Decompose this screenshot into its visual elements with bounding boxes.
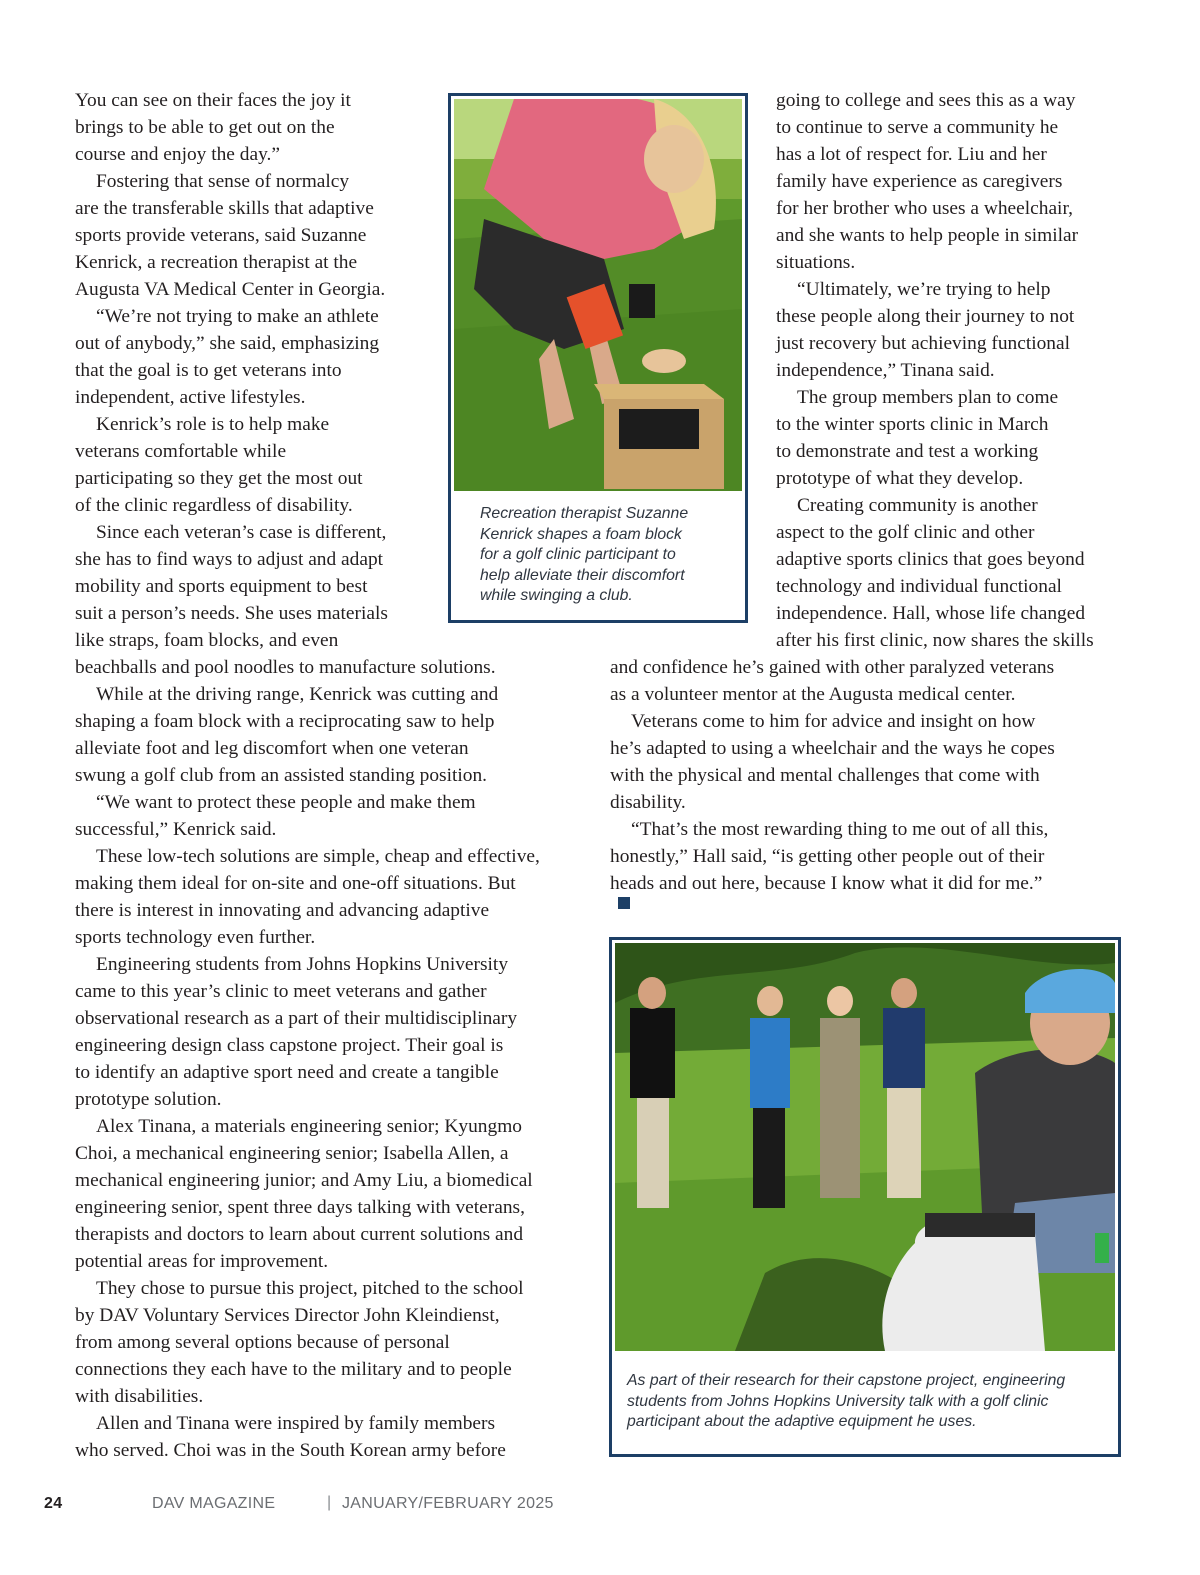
page-number: 24 — [44, 1495, 63, 1512]
text-line: just recovery but achieving functional — [776, 333, 1070, 354]
text-line: independence,” Tinana said. — [776, 360, 995, 381]
text-line: brings to be able to get out on the — [75, 117, 335, 138]
text-line: with disabilities. — [75, 1386, 204, 1407]
text-line: sports technology even further. — [75, 927, 316, 948]
photo-figure-therapist — [448, 93, 748, 623]
text-line: came to this year’s clinic to meet veterans and gather — [75, 981, 487, 1002]
text-line: as a volunteer mentor at the Augusta medical center. — [610, 684, 1016, 705]
caption-line: for a golf clinic participant to — [480, 546, 676, 564]
caption-line: Kenrick shapes a foam block — [480, 525, 682, 543]
text-line: to continue to serve a community he — [776, 117, 1059, 138]
text-line: to the winter sports clinic in March — [776, 414, 1049, 435]
text-line: mechanical engineering junior; and Amy Liu, a biomedical — [75, 1170, 533, 1191]
footer-separator: | — [327, 1494, 332, 1511]
text-line: “That’s the most rewarding thing to me out of all this, — [631, 819, 1049, 840]
text-line: They chose to pursue this project, pitched to the school — [96, 1278, 524, 1299]
text-line: therapists and doctors to learn about current solutions and — [75, 1224, 524, 1245]
text-line: Creating community is another — [797, 495, 1038, 516]
text-line: there is interest in innovating and advancing adaptive — [75, 900, 490, 921]
photo-students-with-veteran — [615, 943, 1115, 1351]
text-line: observational research as a part of their multidisciplinary — [75, 1008, 518, 1029]
caption-students — [627, 1371, 1065, 1433]
text-line: Choi, a mechanical engineering senior; Isabella Allen, a — [75, 1143, 509, 1164]
text-line: The group members plan to come — [797, 387, 1059, 408]
text-line: prototype of what they develop. — [776, 468, 1024, 489]
text-line: honestly,” Hall said, “is getting other people out of their — [610, 846, 1045, 867]
text-line: participating so they get the most out — [75, 468, 363, 489]
photo-figure-students — [609, 937, 1121, 1457]
text-line: for her brother who uses a wheelchair, — [776, 198, 1073, 219]
text-line: beachballs and pool noodles to manufacture solutions. — [75, 657, 496, 678]
text-line: like straps, foam blocks, and even — [75, 630, 339, 651]
text-line: by DAV Voluntary Services Director John Kleindienst, — [75, 1305, 500, 1326]
text-line: and confidence he’s gained with other paralyzed veterans — [610, 657, 1055, 678]
text-line: situations. — [776, 252, 856, 273]
text-line: that the goal is to get veterans into — [75, 360, 342, 381]
text-line: prototype solution. — [75, 1089, 222, 1110]
text-line: of the clinic regardless of disability. — [75, 495, 353, 516]
text-line: “Ultimately, we’re trying to help — [797, 279, 1051, 300]
text-line: These low-tech solutions are simple, cheap and effective, — [96, 846, 540, 867]
caption-line: while swinging a club. — [480, 587, 633, 605]
text-line: disability. — [610, 792, 686, 813]
text-line: engineering senior, spent three days talking with veterans, — [75, 1197, 525, 1218]
text-line: to identify an adaptive sport need and create a tangible — [75, 1062, 499, 1083]
text-line: Engineering students from Johns Hopkins University — [96, 954, 509, 975]
text-line: successful,” Kenrick said. — [75, 819, 277, 840]
text-line: Veterans come to him for advice and insight on how — [631, 711, 1036, 732]
text-line: While at the driving range, Kenrick was cutting and — [96, 684, 499, 705]
text-line: Fostering that sense of normalcy — [96, 171, 350, 192]
text-line: suit a person’s needs. She uses materials — [75, 603, 388, 624]
text-line: making them ideal for on-site and one-off situations. But — [75, 873, 516, 894]
text-line: You can see on their faces the joy it — [75, 90, 351, 111]
text-line: Alex Tinana, a materials engineering senior; Kyungmo — [96, 1116, 522, 1137]
text-line: heads and out here, because I know what it did for me.” — [610, 870, 1055, 909]
text-line: has a lot of respect for. Liu and her — [776, 144, 1047, 165]
text-line: she has to find ways to adjust and adapt — [75, 549, 384, 570]
text-line: course and enjoy the day.” — [75, 144, 280, 165]
text-line: he’s adapted to using a wheelchair and the ways he copes — [610, 738, 1055, 759]
text-line: “We want to protect these people and make them — [96, 792, 476, 813]
caption-line: Recreation therapist Suzanne — [480, 505, 689, 522]
text-line: adaptive sports clinics that goes beyond — [776, 549, 1085, 570]
caption-line: students from Johns Hopkins University talk with a golf clinic — [627, 1392, 1049, 1410]
text-line: mobility and sports equipment to best — [75, 576, 368, 597]
text-line: technology and individual functional — [776, 576, 1062, 597]
text-line: engineering design class capstone project. Their goal is — [75, 1035, 504, 1056]
photo-therapist-foam-block — [454, 99, 742, 491]
text-line: are the transferable skills that adaptive — [75, 198, 374, 219]
text-line: independence. Hall, whose life changed — [776, 603, 1086, 624]
text-line: Kenrick’s role is to help make — [96, 414, 330, 435]
article-column-right-top — [776, 87, 1094, 654]
text-line: from among several options because of personal — [75, 1332, 450, 1353]
text-line: going to college and sees this as a way — [776, 90, 1076, 111]
text-line: Allen and Tinana were inspired by family members — [96, 1413, 496, 1434]
text-line: to demonstrate and test a working — [776, 441, 1039, 462]
issue-date: JANUARY/FEBRUARY 2025 — [342, 1495, 554, 1512]
text-line: after his first clinic, now shares the skills — [776, 630, 1094, 651]
caption-therapist — [480, 504, 688, 607]
text-line: with the physical and mental challenges that come with — [610, 765, 1040, 786]
text-line: swung a golf club from an assisted standing position. — [75, 765, 488, 786]
text-line: who served. Choi was in the South Korean army before — [75, 1440, 506, 1461]
text-line: Since each veteran’s case is different, — [96, 522, 387, 543]
text-line: sports provide veterans, said Suzanne — [75, 225, 367, 246]
text-line: Augusta VA Medical Center in Georgia. — [75, 279, 386, 300]
text-line: shaping a foam block with a reciprocating saw to help — [75, 711, 495, 732]
text-line: and she wants to help people in similar — [776, 225, 1079, 246]
text-line: Kenrick, a recreation therapist at the — [75, 252, 358, 273]
caption-line: As part of their research for their capstone project, engineering — [627, 1372, 1066, 1389]
text-line: these people along their journey to not — [776, 306, 1075, 327]
caption-line: help alleviate their discomfort — [480, 566, 685, 584]
text-line: potential areas for improvement. — [75, 1251, 329, 1272]
caption-line: participant about the adaptive equipment he uses. — [627, 1413, 977, 1431]
magazine-name: DAV MAGAZINE — [152, 1495, 276, 1512]
text-line: aspect to the golf clinic and other — [776, 522, 1035, 543]
text-line: veterans comfortable while — [75, 441, 287, 462]
text-line: family have experience as caregivers — [776, 171, 1063, 192]
end-of-article-mark — [618, 897, 630, 909]
text-line: alleviate foot and leg discomfort when one veteran — [75, 738, 469, 759]
article-column-right-wide — [610, 654, 1055, 909]
text-line: connections they each have to the military and to people — [75, 1359, 512, 1380]
text-line: out of anybody,” she said, emphasizing — [75, 333, 380, 354]
text-line: “We’re not trying to make an athlete — [96, 306, 379, 327]
text-line: independent, active lifestyles. — [75, 387, 306, 408]
